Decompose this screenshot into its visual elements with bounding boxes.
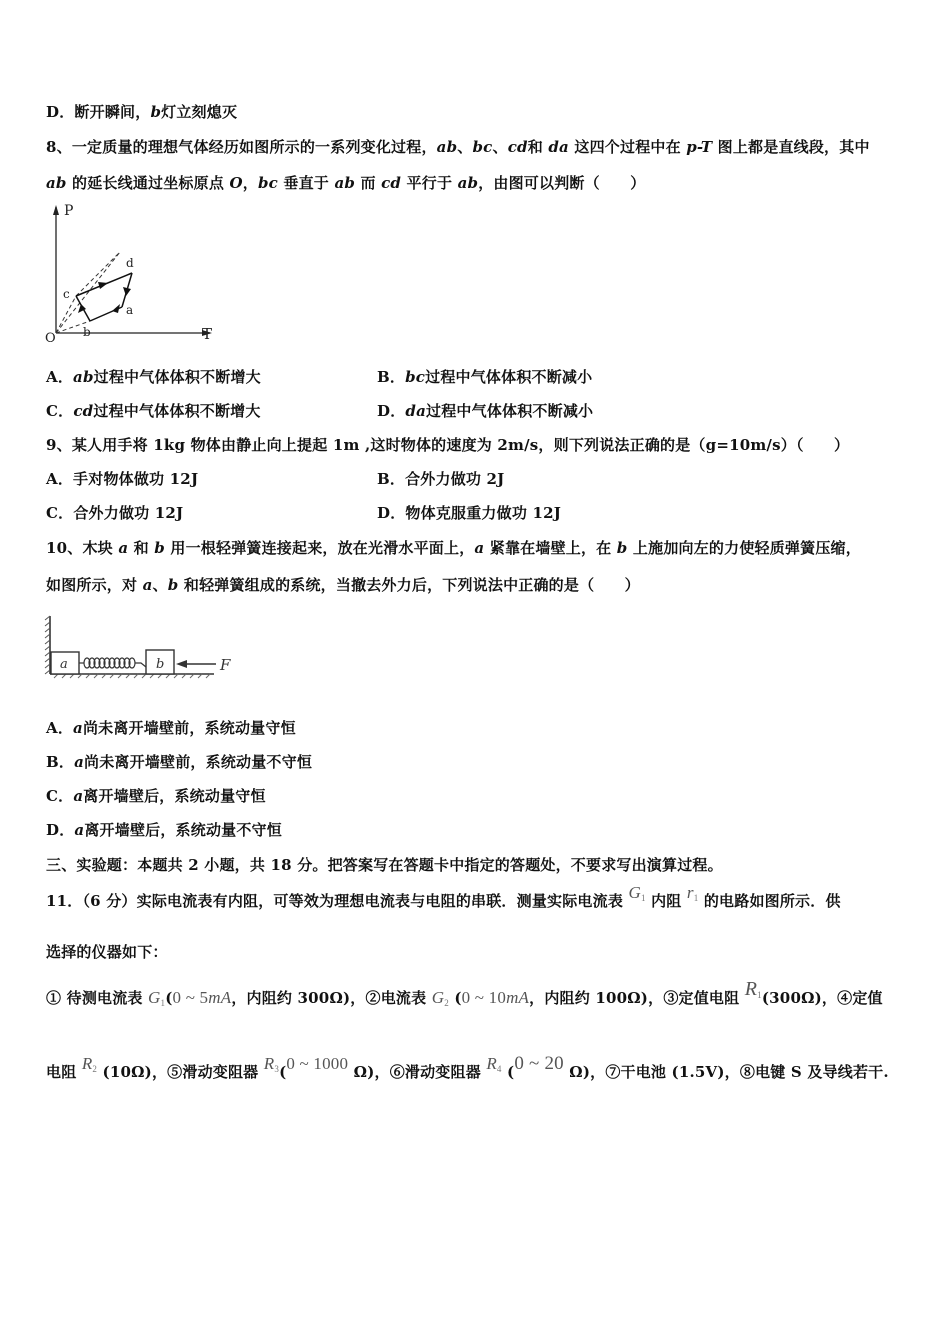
q8-stem-line2 (46, 173, 645, 193)
point-d-label: d (126, 256, 134, 270)
stem-text: 和 (128, 539, 155, 557)
q8-option-d (377, 401, 593, 421)
q11-instruments-line2 (46, 1053, 889, 1087)
variable: bc (257, 174, 278, 192)
item-text: Ω)， (348, 1063, 390, 1081)
variable: ab (457, 174, 479, 192)
variable: b (154, 539, 165, 557)
r1-symbol (687, 883, 699, 902)
option-label: A． (46, 368, 74, 386)
stem-text: 、 (152, 576, 168, 594)
math-var: R (81, 1054, 93, 1073)
q9-stem: 9、某人用手将 1kg 物体由静止向上提起 1m ,这时物体的速度为 2m/s，则下列说法正确的是（g=10m/s）（ ） (46, 436, 850, 454)
option-text: 离开墙壁后，系统动量守恒 (83, 787, 266, 805)
variable: b (616, 539, 628, 557)
item-text: ( (279, 1063, 287, 1081)
q8-option-c (46, 401, 261, 421)
option-text: 灯立刻熄灭 (161, 103, 238, 121)
q8-stem-line1 (46, 137, 870, 157)
math-var: R (744, 978, 758, 1000)
math-sub: 2 (444, 998, 449, 1008)
item-text: ⑧电键 S 及导线若干. (739, 1063, 889, 1081)
axis-label-t: T (202, 325, 213, 343)
g2-range (462, 988, 529, 1007)
math-var: G (431, 988, 445, 1007)
math-sub: 3 (274, 1064, 280, 1074)
variable: a (142, 576, 153, 594)
point-a-label: a (126, 303, 134, 317)
q10-option-a (46, 718, 296, 738)
stem-text: 木块 (82, 539, 119, 557)
variable: a (73, 787, 84, 805)
r4-range: 0 ~ 20 (514, 1053, 564, 1074)
option-text: 过程中气体体积不断减小 (425, 368, 593, 386)
q10-option-d (46, 820, 282, 840)
item-text: ⑤滑动变阻器 (167, 1063, 264, 1081)
stem-text: ，由图可以判断（ ） (478, 174, 646, 192)
q9-option-c (46, 503, 183, 523)
g1-range (173, 988, 232, 1007)
item-text: ④定值 (837, 989, 883, 1007)
r4-symbol (486, 1054, 501, 1073)
item-text: Ω)， (563, 1063, 606, 1081)
math-sub: 1 (160, 998, 166, 1008)
q10-option-c (46, 786, 266, 806)
pt-diagram (40, 203, 220, 343)
variable: a (74, 821, 85, 839)
variable: ab (73, 368, 94, 386)
stem-text: 平行于 (401, 174, 458, 192)
option-text: 断开瞬间， (74, 103, 151, 121)
question-number: 8、 (46, 138, 72, 156)
stem-text: 这四个过程中在 (568, 138, 687, 156)
r3-range: 0 ~ 1000 (286, 1054, 349, 1073)
option-label: D． (46, 821, 75, 839)
q11-instruments-line1 (46, 978, 883, 1013)
q11-stem-line1 (46, 883, 841, 916)
stem-text: 如图所示，对 (46, 576, 143, 594)
math-var: R (486, 1054, 497, 1073)
math-sub: 4 (496, 1064, 502, 1074)
variable: da (548, 138, 569, 156)
item-text: ③定值电阻 (663, 989, 745, 1007)
variable: a (74, 753, 85, 771)
stem-text: 紧靠在墙壁上，在 (484, 539, 617, 557)
option-text: 合外力做功 2J (405, 470, 505, 488)
question-number: 10、 (46, 539, 83, 557)
option-label: A． (46, 470, 74, 488)
variable: a (73, 719, 83, 737)
math-var: r (686, 883, 694, 902)
origin-label: O (45, 331, 56, 343)
option-text: 过程中气体体积不断增大 (93, 402, 261, 420)
r1-symbol (745, 978, 762, 1000)
variable: b (167, 576, 179, 594)
option-label: C． (46, 787, 74, 805)
section-heading: 三、实验题：本题共 2 小题，共 18 分。把答案写在答题卡中指定的答题处，不要求写出演算过程。 (46, 856, 723, 874)
option-text: 尚未离开墙壁前，系统动量守恒 (82, 719, 296, 737)
option-label: B． (377, 470, 406, 488)
math-sub: 1 (693, 893, 699, 903)
variable: bc (472, 138, 493, 156)
math-unit: mA (208, 988, 232, 1007)
item-text: ，内阻约 100Ω)， (529, 989, 664, 1007)
force-label: F (220, 656, 231, 674)
option-label: D． (377, 504, 406, 522)
pt-diagram-svg (40, 203, 220, 343)
item-text: (10Ω)， (97, 1063, 168, 1081)
block-a-label: a (60, 657, 68, 672)
g1-symbol (628, 883, 645, 902)
math-var: R (263, 1054, 275, 1073)
math-var: G (148, 988, 161, 1007)
math-num: 0 ~ 10 (461, 988, 507, 1007)
item-text: ( (448, 989, 462, 1007)
option-label: B． (46, 753, 75, 771)
axis-label-p: P (64, 203, 74, 219)
q8-option-b (377, 367, 592, 387)
q9-option-a (46, 469, 198, 489)
stem-text: 用一根轻弹簧连接起来，放在光滑水平面上， (164, 539, 475, 557)
variable: b (150, 103, 162, 121)
stem-text: 内阻 (645, 892, 687, 910)
stem-text: 和 (527, 138, 549, 156)
variable: bc (405, 368, 426, 386)
variable: ab (46, 174, 67, 192)
option-label: B． (377, 368, 406, 386)
item-text: ⑥滑动变阻器 (389, 1063, 487, 1081)
stem-text: ， (242, 174, 258, 192)
block-b-label: b (156, 657, 165, 672)
math-num: 0 ~ 5 (172, 988, 209, 1007)
q9-option-d (377, 503, 561, 523)
g1-symbol (148, 988, 165, 1007)
option-label: A． (46, 719, 74, 737)
item-text: 电阻 (46, 1063, 82, 1081)
item-text: ( (165, 989, 173, 1007)
variable: ab (334, 174, 356, 192)
stem-text: 、 (457, 138, 473, 156)
spring-blocks-diagram (44, 604, 244, 684)
option-label: C． (46, 504, 74, 522)
item-text: ① 待测电流表 (46, 989, 149, 1007)
point-c-label: c (63, 287, 70, 301)
point-b-label: b (83, 325, 91, 339)
option-text: 合外力做功 12J (73, 504, 184, 522)
variable: cd (381, 174, 402, 192)
stem-text: 和轻弹簧组成的系统，当撤去外力后，下列说法中正确的是（ ） (178, 576, 640, 594)
math-sub: 1 (757, 990, 762, 1000)
q11-stem-line2: 选择的仪器如下： (46, 943, 168, 961)
variable: cd (73, 402, 94, 420)
q7-option-d (46, 102, 237, 122)
variable: ab (436, 138, 458, 156)
variable: p-T (686, 138, 713, 156)
stem-text: 、 (492, 138, 508, 156)
stem-text: 垂直于 (277, 174, 335, 192)
option-label: D． (377, 402, 406, 420)
option-text: 物体克服重力做功 12J (405, 504, 562, 522)
option-text: 离开墙壁后，系统动量不守恒 (84, 821, 282, 839)
spring (79, 658, 146, 668)
math-var: G (628, 883, 641, 902)
option-label: D． (46, 103, 75, 121)
stem-text: 11．（6 分）实际电流表有内阻，可等效为理想电流表与电阻的串联．测量实际电流表 (46, 892, 629, 910)
q8-option-a (46, 367, 261, 387)
q10-stem-line1 (46, 538, 861, 558)
item-text: ，内阻约 300Ω)， (231, 989, 366, 1007)
math-sub: 2 (92, 1064, 98, 1074)
stem-text: 一定质量的理想气体经历如图所示的一系列变化过程， (71, 138, 437, 156)
variable: da (405, 402, 427, 420)
option-text: 手对物体做功 12J (73, 470, 199, 488)
option-text: 尚未离开墙壁前，系统动量不守恒 (84, 753, 313, 771)
item-text: ( (501, 1063, 515, 1081)
q10-option-b (46, 752, 312, 772)
item-text: (300Ω)， (761, 989, 838, 1007)
math-unit: mA (506, 988, 530, 1007)
g2-symbol (432, 988, 449, 1007)
item-text: ⑦干电池 (1.5V)， (605, 1063, 740, 1081)
spring-blocks-svg (44, 604, 244, 684)
math-sub: 1 (640, 893, 646, 903)
stem-text: 图上都是直线段，其中 (712, 138, 870, 156)
item-text: ②电流表 (365, 989, 432, 1007)
r2-symbol (82, 1054, 97, 1073)
r3-symbol (264, 1054, 279, 1073)
variable: a (118, 539, 129, 557)
q10-stem-line2 (46, 575, 640, 595)
stem-text: 上施加向左的力使轻质弹簧压缩， (627, 539, 861, 557)
stem-text: 而 (355, 174, 382, 192)
variable: cd (507, 138, 528, 156)
option-text: 过程中气体体积不断减小 (426, 402, 594, 420)
variable: O (229, 174, 243, 192)
stem-text: 的电路如图所示．供 (698, 892, 841, 910)
option-label: C． (46, 402, 74, 420)
option-text: 过程中气体体积不断增大 (93, 368, 261, 386)
stem-text: 的延长线通过坐标原点 (66, 174, 230, 192)
q9-option-b (377, 469, 504, 489)
variable: a (474, 539, 485, 557)
